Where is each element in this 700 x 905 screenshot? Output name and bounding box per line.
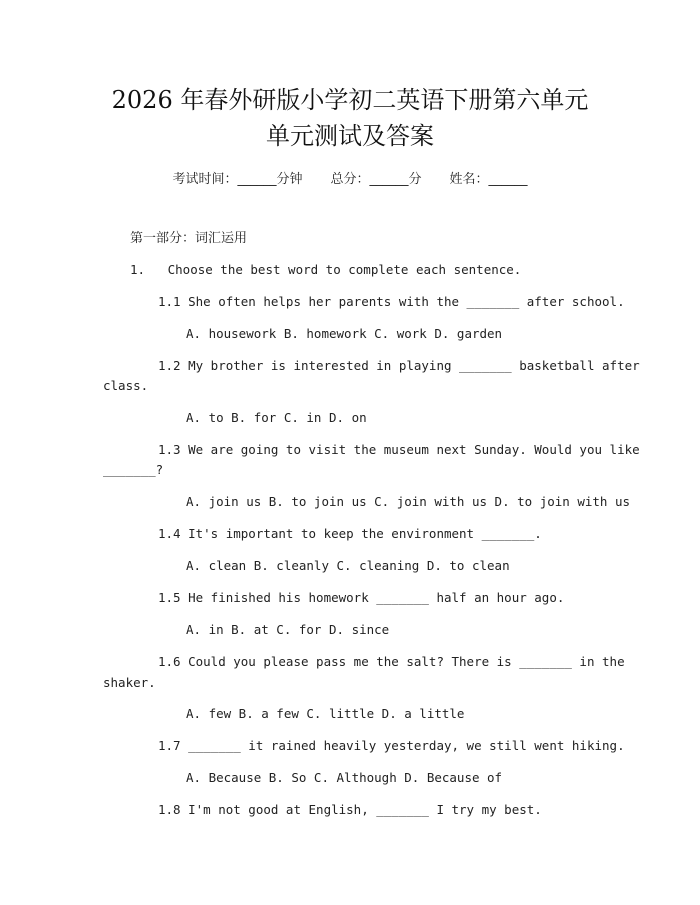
question-1-7-options: A. Because B. So C. Although D. Because of [186,770,503,785]
title-line-1: 2026 年春外研版小学初二英语下册第六单元 [111,86,589,114]
title-line-2: 单元测试及答案 [266,122,434,150]
question-1-4-options: A. clean B. cleanly C. cleaning D. to clean [186,558,510,573]
section-heading: 第一部分：词汇运用 [130,231,248,246]
question-1-4: 1.4 It's important to keep the environment _______. [158,526,542,541]
question-1-7: 1.7 _______ it rained heavily yesterday, we still went hiking. [158,738,625,753]
question-1-6-options: A. few B. a few C. little D. a little [186,706,465,721]
question-1-3-wrap: _______? [103,462,164,477]
question-1-2-options: A. to B. for C. in D. on [186,410,367,425]
question-1-5-options: A. in B. at C. for D. since [186,622,390,637]
question-1-3-options: A. join us B. to join us C. join with us D. to join with us [186,494,631,509]
question-1-2: 1.2 My brother is interested in playing _______ basketball after [158,358,640,373]
exam-meta [0,168,700,187]
total-score-field: 总分：______分 [330,172,422,187]
question-1-3: 1.3 We are going to visit the museum next Sunday. Would you like [158,442,640,457]
exam-time-field: 考试时间：______分钟 [172,172,303,187]
question-1-5: 1.5 He finished his homework _______ half an hour ago. [158,590,565,605]
question-1-instruction: 1. Choose the best word to complete each sentence. [130,262,522,277]
student-name-field: 姓名：______ [449,172,528,187]
question-1-1: 1.1 She often helps her parents with the _______ after school. [158,294,625,309]
question-1-6-wrap: shaker. [103,675,156,690]
question-1-6: 1.6 Could you please pass me the salt? There is _______ in the [158,654,625,669]
question-1-1-options: A. housework B. homework C. work D. garden [186,326,503,341]
question-1-8: 1.8 I'm not good at English, _______ I try my best. [158,802,542,817]
question-1-2-wrap: class. [103,378,149,393]
